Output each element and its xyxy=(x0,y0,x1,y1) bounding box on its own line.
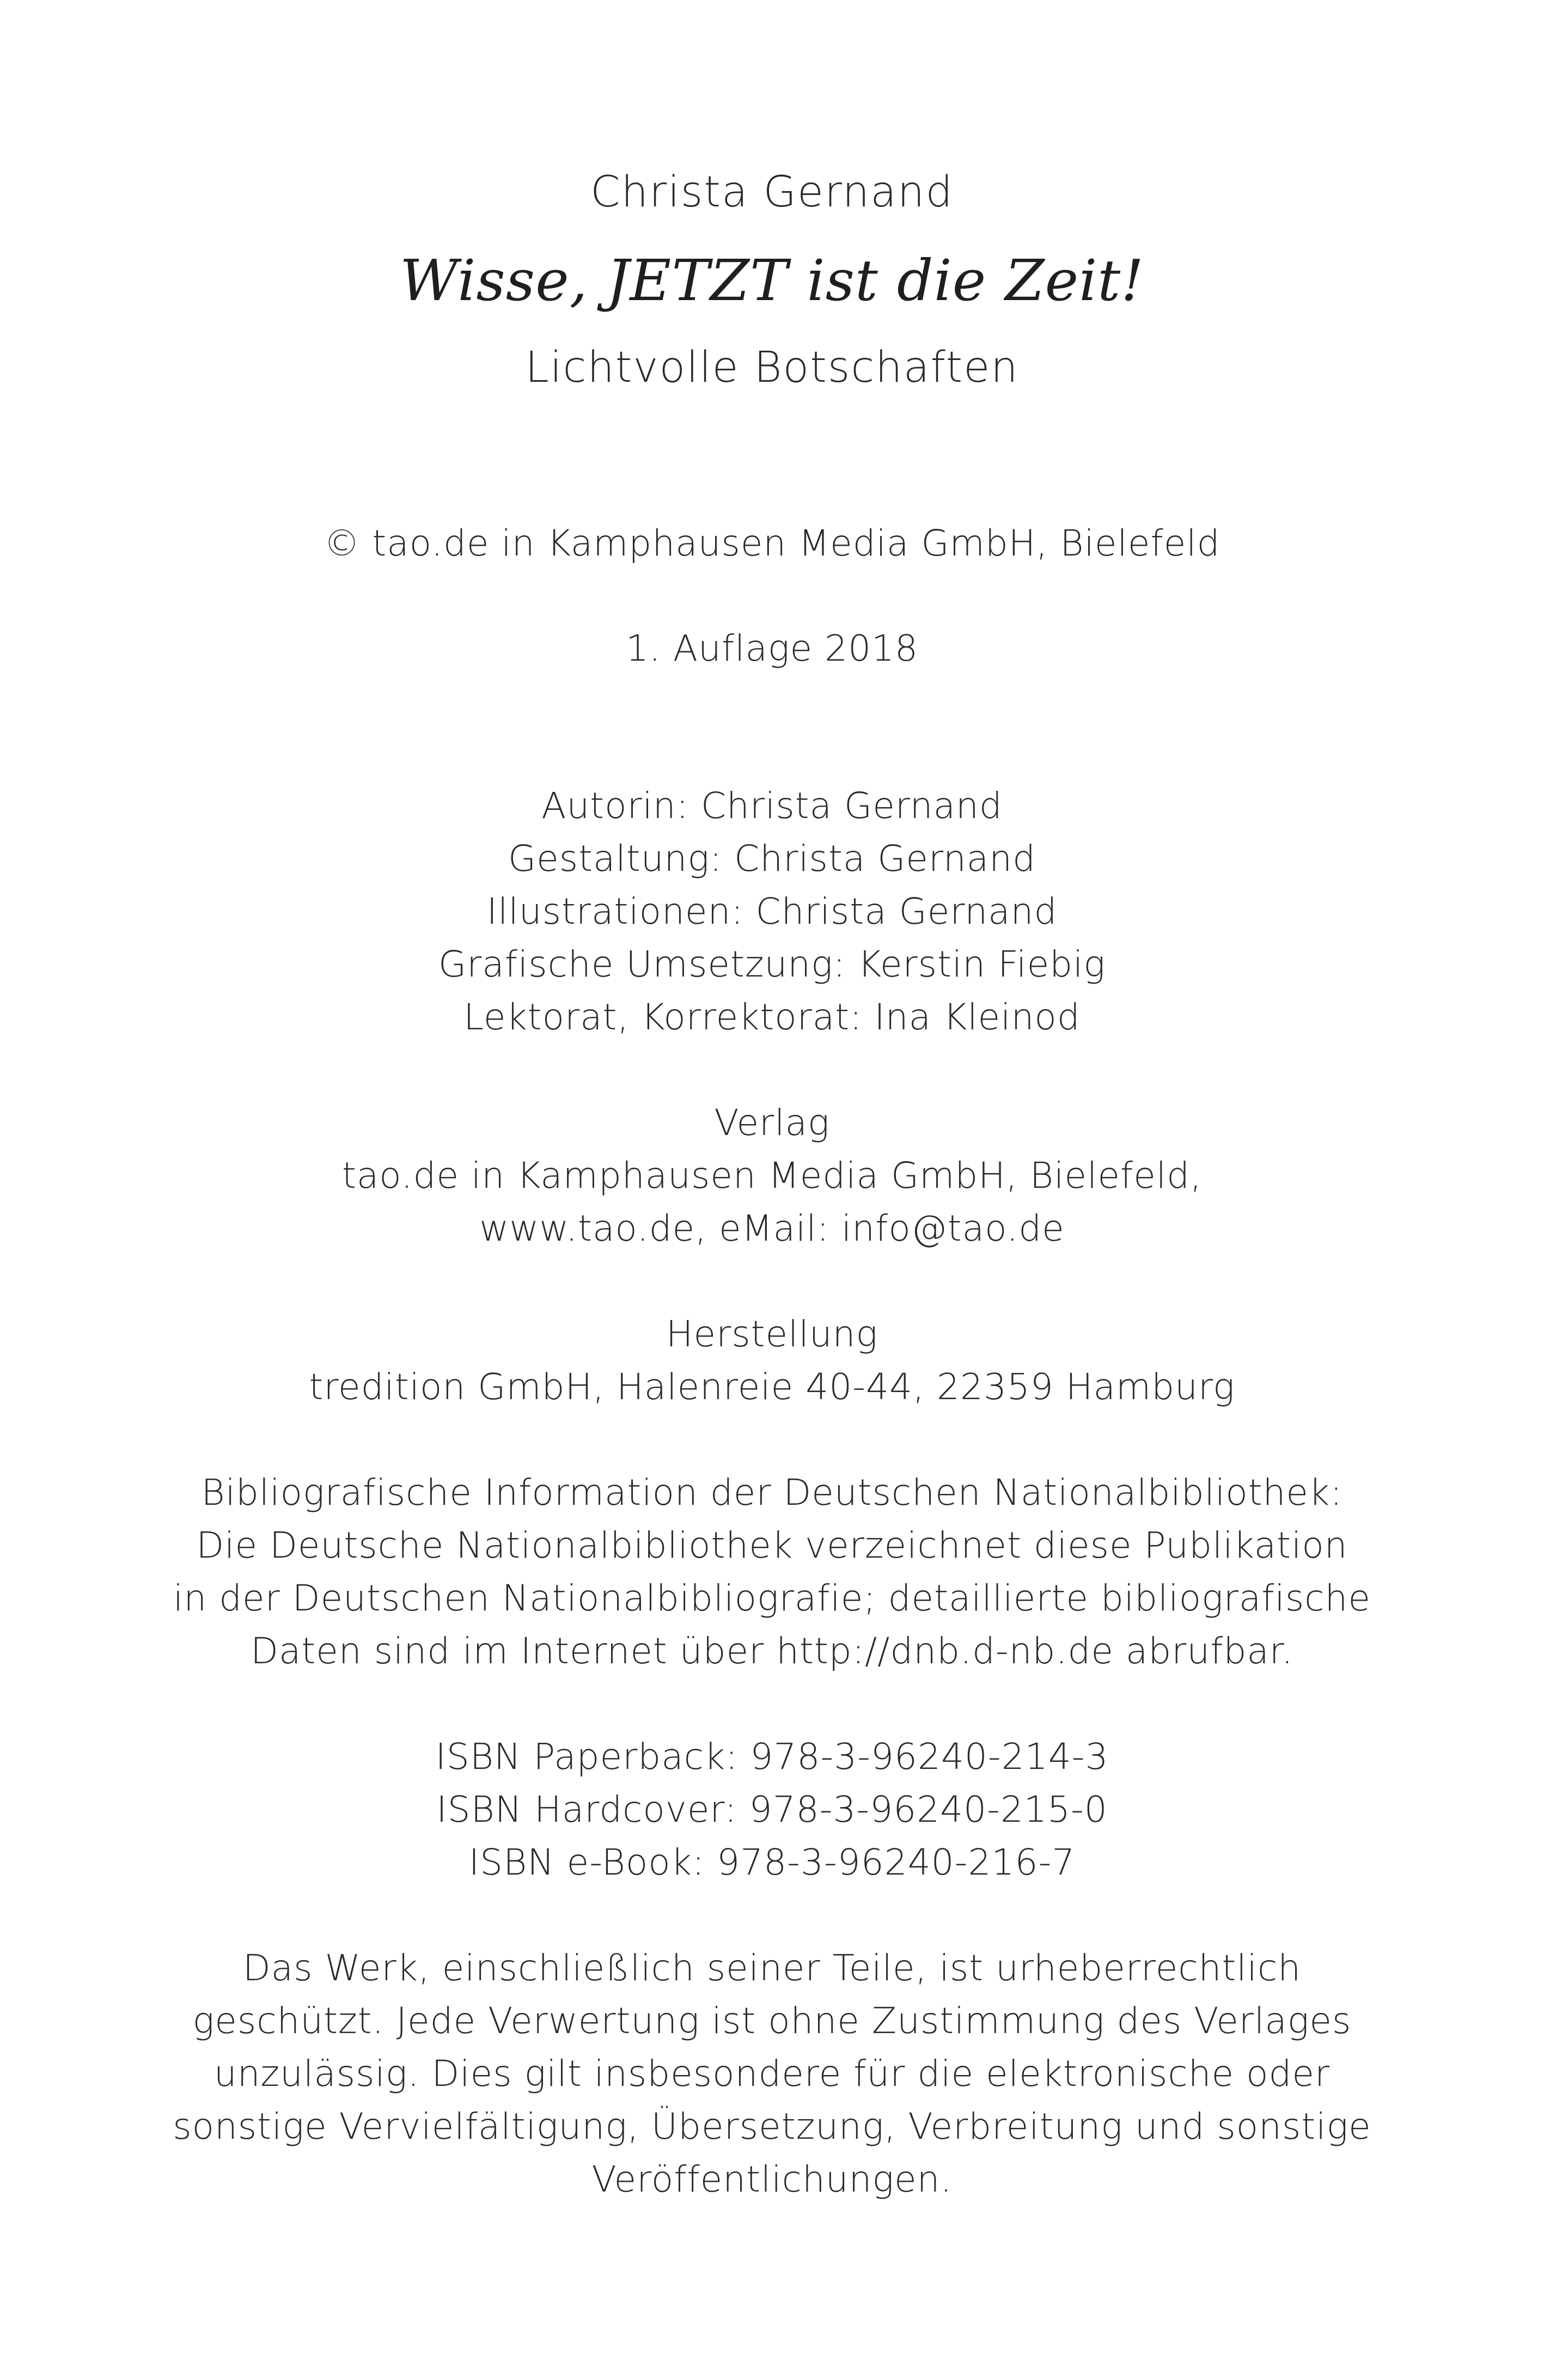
publisher-contact: www.tao.de, eMail: info@tao.de xyxy=(479,1207,1065,1249)
publisher-address: tao.de in Kamphausen Media GmbH, Bielefeld, xyxy=(341,1155,1203,1197)
credit-illustrations: Illustrationen: Christa Gernand xyxy=(486,890,1058,932)
credit-graphics: Grafische Umsetzung: Kerstin Fiebig xyxy=(438,943,1106,985)
rights-line-4: sonstige Vervielfältigung, Übersetzung, Verbreitung und sonstige xyxy=(173,2106,1371,2147)
author-name: Christa Gernand xyxy=(590,168,954,217)
isbn-ebook: ISBN e-Book: 978-3-96240-216-7 xyxy=(468,1841,1076,1883)
rights-line-3: unzulässig. Dies gilt insbesondere für die elektronische oder xyxy=(213,2053,1331,2095)
production-address: tredition GmbH, Halenreie 40-44, 22359 Hamburg xyxy=(309,1366,1235,1408)
book-title: Wisse, JETZT ist die Zeit! xyxy=(400,247,1144,314)
copyright-line: © tao.de in Kamphausen Media GmbH, Bielefeld xyxy=(324,522,1220,564)
bibliographic-line-4: Daten sind im Internet über http://dnb.d-nb.de abrufbar. xyxy=(251,1630,1293,1672)
credit-design: Gestaltung: Christa Gernand xyxy=(508,838,1036,880)
bibliographic-line-3: in der Deutschen Nationalbibliografie; detaillierte bibliografische xyxy=(173,1577,1371,1619)
bibliographic-line-2: Die Deutsche Nationalbibliothek verzeichnet diese Publikation xyxy=(196,1524,1348,1566)
rights-line-1: Das Werk, einschließlich seiner Teile, ist urheberrechtlich xyxy=(242,1947,1302,1989)
credit-editing: Lektorat, Korrektorat: Ina Kleinod xyxy=(463,996,1081,1038)
isbn-paperback: ISBN Paperback: 978-3-96240-214-3 xyxy=(435,1736,1109,1778)
book-subtitle: Lichtvolle Botschaften xyxy=(525,343,1019,392)
credit-author: Autorin: Christa Gernand xyxy=(541,785,1003,827)
edition-line: 1. Auflage 2018 xyxy=(625,627,919,669)
publisher-heading: Verlag xyxy=(714,1102,830,1144)
rights-line-2: geschützt. Jede Verwertung ist ohne Zustimmung des Verlages xyxy=(192,2000,1352,2042)
bibliographic-line-1: Bibliografische Information der Deutschen Nationalbibliothek: xyxy=(201,1472,1343,1514)
rights-line-5: Veröffentlichungen. xyxy=(591,2158,953,2200)
production-heading: Herstellung xyxy=(666,1313,878,1355)
isbn-hardcover: ISBN Hardcover: 978-3-96240-215-0 xyxy=(436,1789,1108,1830)
